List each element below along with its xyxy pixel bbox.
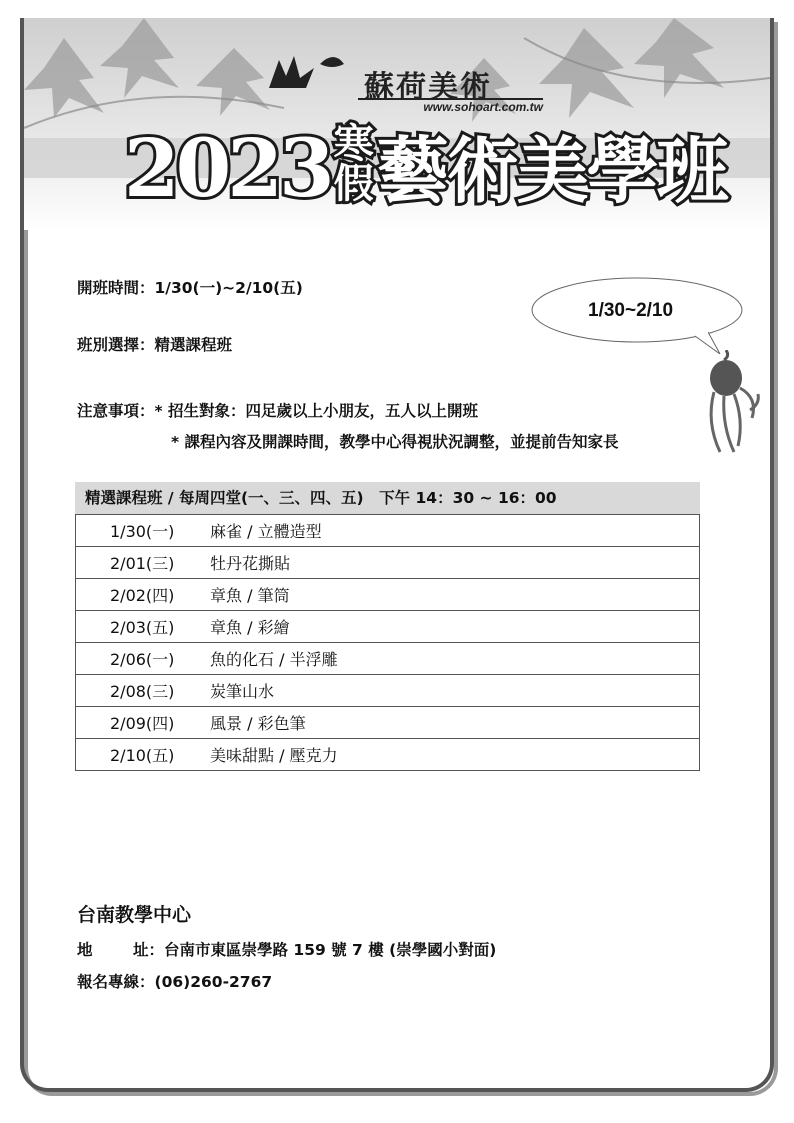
schedule-row [76, 515, 700, 547]
schedule-date: 2/10(五) [110, 746, 175, 765]
schedule-course: 章魚 / 筆筒 [210, 586, 290, 605]
schedule-course: 章魚 / 彩繪 [210, 618, 290, 637]
center-name: 台南教學中心 [77, 904, 192, 926]
address-line [77, 938, 496, 960]
schedule-course: 美味甜點 / 壓克力 [210, 746, 338, 765]
schedule-row [76, 611, 700, 643]
phone-line: 報名專線：(06)260-2767 [77, 973, 273, 991]
schedule-course: 牡丹花撕貼 [210, 554, 291, 573]
note-1: * 招生對象：四足歲以上小朋友，五人以上開班 [154, 402, 479, 420]
title-bottom-char: 假 [333, 160, 372, 207]
logo-name: 蘇荷美術 [364, 70, 492, 105]
schedule-date: 2/03(五) [110, 618, 175, 637]
address-label-2: 址： [133, 941, 165, 959]
schedule-course: 風景 / 彩色筆 [210, 714, 306, 733]
schedule-row [76, 739, 700, 771]
speech-bubble-text: 1/30~2/10 [588, 300, 674, 321]
schedule-cell [76, 547, 700, 579]
schedule-date: 1/30(一) [110, 522, 175, 541]
schedule-cell [76, 707, 700, 739]
page-title [124, 118, 727, 221]
address-value: 台南市東區崇學路 159 號 7 樓 (崇學國小對面) [164, 941, 497, 959]
schedule-date: 2/01(三) [110, 554, 175, 573]
schedule-row [76, 547, 700, 579]
schedule-date: 2/08(三) [110, 682, 175, 701]
header-banner [24, 18, 770, 230]
schedule-header: 精選課程班 / 每周四堂(一、三、四、五) 下午 14：30 ~ 16：00 [75, 482, 700, 514]
class-type: 班別選擇：精選課程班 [77, 336, 233, 354]
schedule-cell [76, 579, 700, 611]
title-top-char: 寒 [333, 120, 372, 167]
schedule-course: 麻雀 / 立體造型 [210, 522, 322, 541]
schedule-date: 2/06(一) [110, 650, 175, 669]
schedule-course: 炭筆山水 [210, 682, 275, 701]
class-period: 開班時間：1/30(一)~2/10(五) [77, 279, 303, 297]
schedule-row [76, 579, 700, 611]
title-rest: 藝術美學班 [376, 128, 727, 213]
schedule-cell [76, 515, 700, 547]
title-stacked-chars [331, 120, 375, 207]
schedule-date: 2/02(四) [110, 586, 175, 605]
schedule-date: 2/09(四) [110, 714, 175, 733]
schedule-course: 魚的化石 / 半浮雕 [210, 650, 338, 669]
title-year: 2023 [124, 121, 331, 215]
logo-url: www.sohoart.com.tw [358, 98, 543, 114]
schedule-row [76, 707, 700, 739]
schedule-cell [76, 739, 700, 771]
note-2: * 課程內容及開課時間，教學中心得視狀況調整，並提前告知家長 [171, 433, 619, 451]
schedule-table [75, 482, 700, 771]
notes-line-1 [77, 399, 478, 421]
schedule-row [76, 675, 700, 707]
address-label-1: 地 [77, 941, 93, 959]
schedule-cell [76, 675, 700, 707]
octopus-figure-icon [700, 350, 764, 462]
schedule-row [76, 643, 700, 675]
schedule-cell [76, 643, 700, 675]
schedule-cell [76, 611, 700, 643]
notes-label: 注意事項： [77, 402, 155, 420]
